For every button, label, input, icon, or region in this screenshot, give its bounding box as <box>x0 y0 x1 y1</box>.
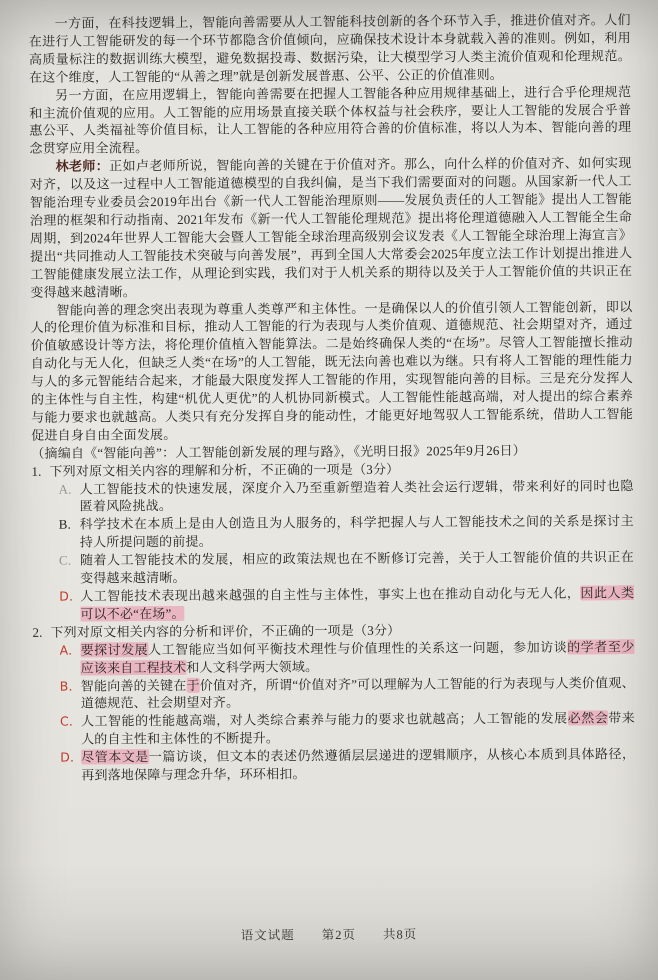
passage-paragraph-4 <box>30 298 633 445</box>
passage-attribution: （摘编自《“智能向善”：人工智能创新发展的理与路》，《光明日报》2025年9月26日） <box>31 442 527 461</box>
passage <box>29 11 634 444</box>
option-letter: C. <box>58 552 72 568</box>
option-text <box>80 584 634 623</box>
option-letter: A. <box>58 481 72 497</box>
page-content <box>29 11 636 785</box>
highlighted-text: 必然会 <box>567 710 609 726</box>
text-segment: 另一方面，在应用逻辑上，智能向善需要在把握人工智能各种应用规律基础上，进行合乎伦理规范和主流价值观的应用。人工智能的应用场景直接关联个体权益与社会秩序，要让人工智能的发展合乎普惠公平、人类福祉等价值目标，让人工智能的各种应用符合善的价值标准，将以人为本、智能向善的理念贯穿应用全流程。 <box>29 83 632 157</box>
highlighted-text: 于 <box>186 677 200 693</box>
option-text <box>80 638 634 677</box>
text-segment: 人工智能的性能越高端，对人类综合素养与能力的要求也就越高；人工智能的发展 <box>80 710 568 729</box>
question-1-option-A <box>31 477 633 516</box>
text-segment: 智能向善的理念突出表现为尊重人类尊严和主体性。一是确保以人的价值引领人工智能创新，即以人的伦理价值为标准和目标，推动人工智能的行为表现与人类价值观、道德规范、社会期望对齐，通过价值敏感设计等方法，将伦理价值植入智能算法。二是始终确保人类的“在场”。尽管人工智能擅长推动自动化与无人化，但缺乏人类“在场”的人工智能，既无法向善也难以为继。只有将人工智能的理性能力与人的多元智能结合起来，才能最大限度发挥人工智能的作用，实现智能向善的目标。三是充分发挥人的主体性与自主性，构建“机优人更优”的人机协同新模式。人工智能性能越高端，对人提出的综合素养与能力要求也就越高。人类只有充分发挥自身的能动性，才能更好地驾驭人工智能系统，借助人工智能促进自身自由全面发展。 <box>30 298 634 443</box>
highlighted-text: 要探讨发展 <box>80 641 149 658</box>
question-2-option-C <box>33 709 635 748</box>
passage-paragraph-3 <box>30 154 633 301</box>
highlighted-text: 的学者至少应该来自工程技术 <box>80 638 635 676</box>
text-segment: 智能向善的关键在 <box>80 677 187 694</box>
question-2-option-B <box>33 674 635 713</box>
option-letter: B. <box>59 678 73 694</box>
question-1-option-C <box>32 548 634 587</box>
passage-paragraph-2 <box>29 83 631 158</box>
question-stem-text: 下列对原文相关内容的理解和分析，不正确的一项是（3分） <box>49 461 400 479</box>
highlighted-text: 尽管本文是 <box>81 749 149 765</box>
text-segment: 价值对齐，所谓“价值对齐”可以理解为人工智能的行为表现与人类价值观、道德规范、社会期望对齐。 <box>80 674 635 711</box>
text-segment: 正如卢老师所说，智能向善的关键在于价值对齐。那么，向什么样的价值对齐、如何实现对齐，以及这一过程中人工智能道德模型的自我纠偏，是当下我们需要面对的问题。从国家新一代人工智能治理专业委员会2019年出台《新一代人工智能治理原则——发展负责任的人工智能》提出人工智能治理的框架和行动指南、2021年发布《新一代人工智能伦理规范》提出将伦理道德融入人工智能全生命周期，到2024年世界人工智能大会暨人工智能全球治理高级别会议发表《人工智能全球治理上海宣言》提出“共同推动人工智能技术突破与向善发展”，再到全国人大常委会2025年度立法工作计划提出推进人工智能健康发展立法工作，从理论到实践，我们对于人机关系的期待以及关于人工智能价值的共识正在变得越来越清晰。 <box>29 155 633 300</box>
question-2-option-D <box>33 745 635 784</box>
option-text <box>81 709 635 748</box>
option-text <box>80 513 634 552</box>
question-number: 1. <box>31 463 42 479</box>
question-stem-text: 下列对原文相关内容的分析和评价，不正确的一项是（3分） <box>50 622 401 640</box>
text-segment: 和人文科学两大领域。 <box>186 658 319 675</box>
speaker-name: 林老师： <box>55 158 110 174</box>
option-text <box>81 674 635 713</box>
option-letter: B. <box>58 516 72 533</box>
question-2-option-A <box>32 638 634 677</box>
option-text <box>79 477 633 516</box>
text-segment: 带来人的自主性和主体性的不断提升。 <box>81 710 636 747</box>
text-segment: 科学技术在本质上是由人创造且为人服务的，科学把握人与人工智能技术之间的关系是探讨主持人所提问题的前提。 <box>79 513 634 550</box>
option-text <box>80 548 634 587</box>
option-letter: D. <box>60 749 75 765</box>
text-segment: 一篇访谈，但文本的表述仍然遵循层层递进的逻辑顺序，从核心本质到具体路径，再到落地保障与理念升华，环环相扣。 <box>81 746 636 783</box>
passage-paragraph-1 <box>29 11 631 86</box>
text-segment: 人工智能应当如何平衡技术理性与价值理性的关系这一问题，参加访谈 <box>148 639 568 657</box>
page-footer: 语文试题 第2页 共8页 <box>240 927 418 943</box>
question-1-option-D <box>32 584 634 623</box>
text-segment: 人工智能技术表现出越来越强的自主性与主体性，事实上也在推动自动化与无人化， <box>80 585 581 604</box>
option-letter: D. <box>59 588 74 604</box>
question-1-option-B <box>32 513 634 552</box>
text-segment: 一方面，在科技逻辑上，智能向善需要从人工智能科技创新的各个环节入手，推进价值对齐。人们在进行人工智能研发的每一个环节都隐含价值倾向，应确保技术设计本身就载入善的准则。例如，利用高质量标注的数据训练大模型，避免数据投毒、数据污染，让大模型学习人类主流价值观和伦理规范。在这个维度，人工智能的“从善之理”就是创新发展普惠、公平、公正的价值准则。 <box>28 12 631 85</box>
text-segment: 人工智能技术的快速发展，深度介入乃至重新塑造着人类社会运行逻辑，带来利好的同时也隐匿着风险挑战。 <box>79 477 634 515</box>
highlighted-text: 因此人类可以不必“在场”。 <box>80 585 635 622</box>
option-letter: A. <box>59 642 73 658</box>
questions <box>31 459 635 785</box>
text-segment: 随着人工智能技术的发展，相应的政策法规也在不断修订完善，关于人工智能价值的共识正在变得越来越清晰。 <box>79 549 635 586</box>
option-letter: C. <box>59 713 74 730</box>
question-number: 2. <box>32 624 43 640</box>
option-text <box>81 745 635 784</box>
